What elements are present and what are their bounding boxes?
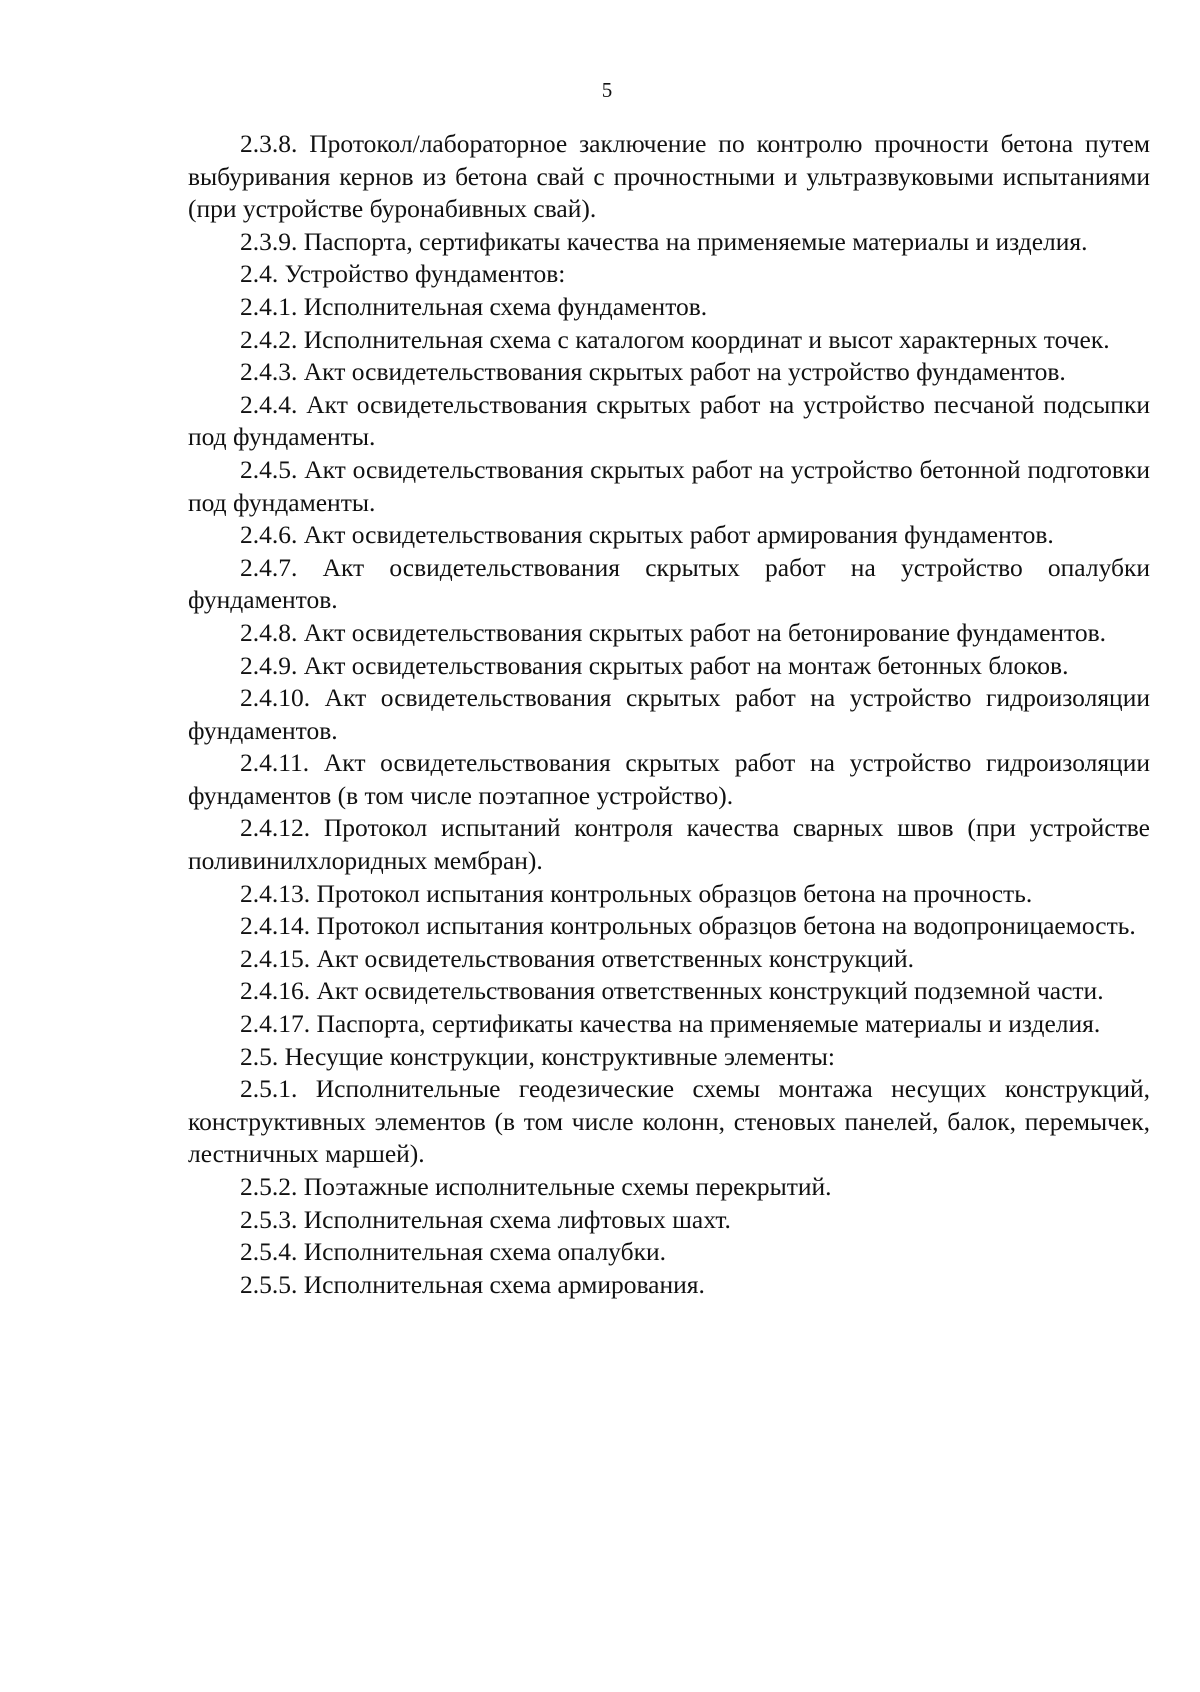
paragraph-2-4-9: 2.4.9. Акт освидетельствования скрытых работ на монтаж бетонных блоков. — [240, 650, 1069, 680]
document-body — [188, 128, 1150, 1301]
paragraph-2-4-3: 2.4.3. Акт освидетельствования скрытых работ на устройство фундаментов. — [240, 357, 1066, 387]
paragraph-2-4-17: 2.4.17. Паспорта, сертификаты качества на применяемые материалы и изделия. — [240, 1009, 1101, 1039]
paragraph-2-4-11: 2.4.11. Акт освидетельствования скрытых работ на устройство гидроизоляции фундаментов (в том числе поэтапное устройство). — [188, 748, 1150, 810]
paragraph-2-4-2: 2.4.2. Исполнительная схема с каталогом координат и высот характерных точек. — [240, 324, 1110, 354]
paragraph-2-5-5: 2.5.5. Исполнительная схема армирования. — [240, 1269, 705, 1299]
paragraph-2-4-1: 2.4.1. Исполнительная схема фундаментов. — [240, 291, 708, 321]
paragraph-2-4-13: 2.4.13. Протокол испытания контрольных образцов бетона на прочность. — [240, 878, 1033, 908]
paragraph-2-5-1: 2.5.1. Исполнительные геодезические схемы монтажа несущих конструкций, конструктивных элементов (в том числе колонн, стеновых панелей, балок, перемычек, лестничных маршей). — [188, 1074, 1150, 1169]
section-heading-2-5: 2.5. Несущие конструкции, конструктивные элементы: — [240, 1041, 835, 1071]
page-number: 5 — [601, 78, 613, 102]
paragraph-2-5-3: 2.5.3. Исполнительная схема лифтовых шахт. — [240, 1204, 731, 1234]
paragraph-2-4-14: 2.4.14. Протокол испытания контрольных образцов бетона на водопроницаемость. — [240, 911, 1136, 941]
paragraph-2-3-9: 2.3.9. Паспорта, сертификаты качества на применяемые материалы и изделия. — [240, 226, 1088, 256]
section-heading-2-4: 2.4. Устройство фундаментов: — [240, 259, 566, 289]
paragraph-2-4-7: 2.4.7. Акт освидетельствования скрытых работ на устройство опалубки фундаментов. — [188, 552, 1150, 615]
paragraph-2-4-12: 2.4.12. Протокол испытаний контроля качества сварных швов (при устройстве поливинилхлоридных мембран). — [188, 813, 1150, 876]
paragraph-2-3-8: 2.3.8. Протокол/лабораторное заключение по контролю прочности бетона путем выбуривания кернов из бетона свай с прочностными и ультразвуковыми испытаниями (при устройстве буронабивных свай). — [188, 129, 1150, 224]
paragraph-2-4-15: 2.4.15. Акт освидетельствования ответственных конструкций. — [240, 943, 915, 973]
paragraph-2-5-4: 2.5.4. Исполнительная схема опалубки. — [240, 1237, 666, 1267]
paragraph-2-5-2: 2.5.2. Поэтажные исполнительные схемы перекрытий. — [240, 1172, 832, 1201]
paragraph-2-4-16: 2.4.16. Акт освидетельствования ответственных конструкций подземной части. — [240, 976, 1104, 1006]
paragraph-2-4-10: 2.4.10. Акт освидетельствования скрытых работ на устройство гидроизоляции фундаментов. — [188, 683, 1150, 745]
paragraph-2-4-6: 2.4.6. Акт освидетельствования скрытых работ армирования фундаментов. — [240, 520, 1054, 550]
paragraph-2-4-4: 2.4.4. Акт освидетельствования скрытых работ на устройство песчаной подсыпки под фундаменты. — [188, 389, 1150, 452]
paragraph-2-4-5: 2.4.5. Акт освидетельствования скрытых работ на устройство бетонной подготовки под фундаменты. — [188, 454, 1150, 517]
paragraph-2-4-8: 2.4.8. Акт освидетельствования скрытых работ на бетонирование фундаментов. — [240, 617, 1107, 647]
